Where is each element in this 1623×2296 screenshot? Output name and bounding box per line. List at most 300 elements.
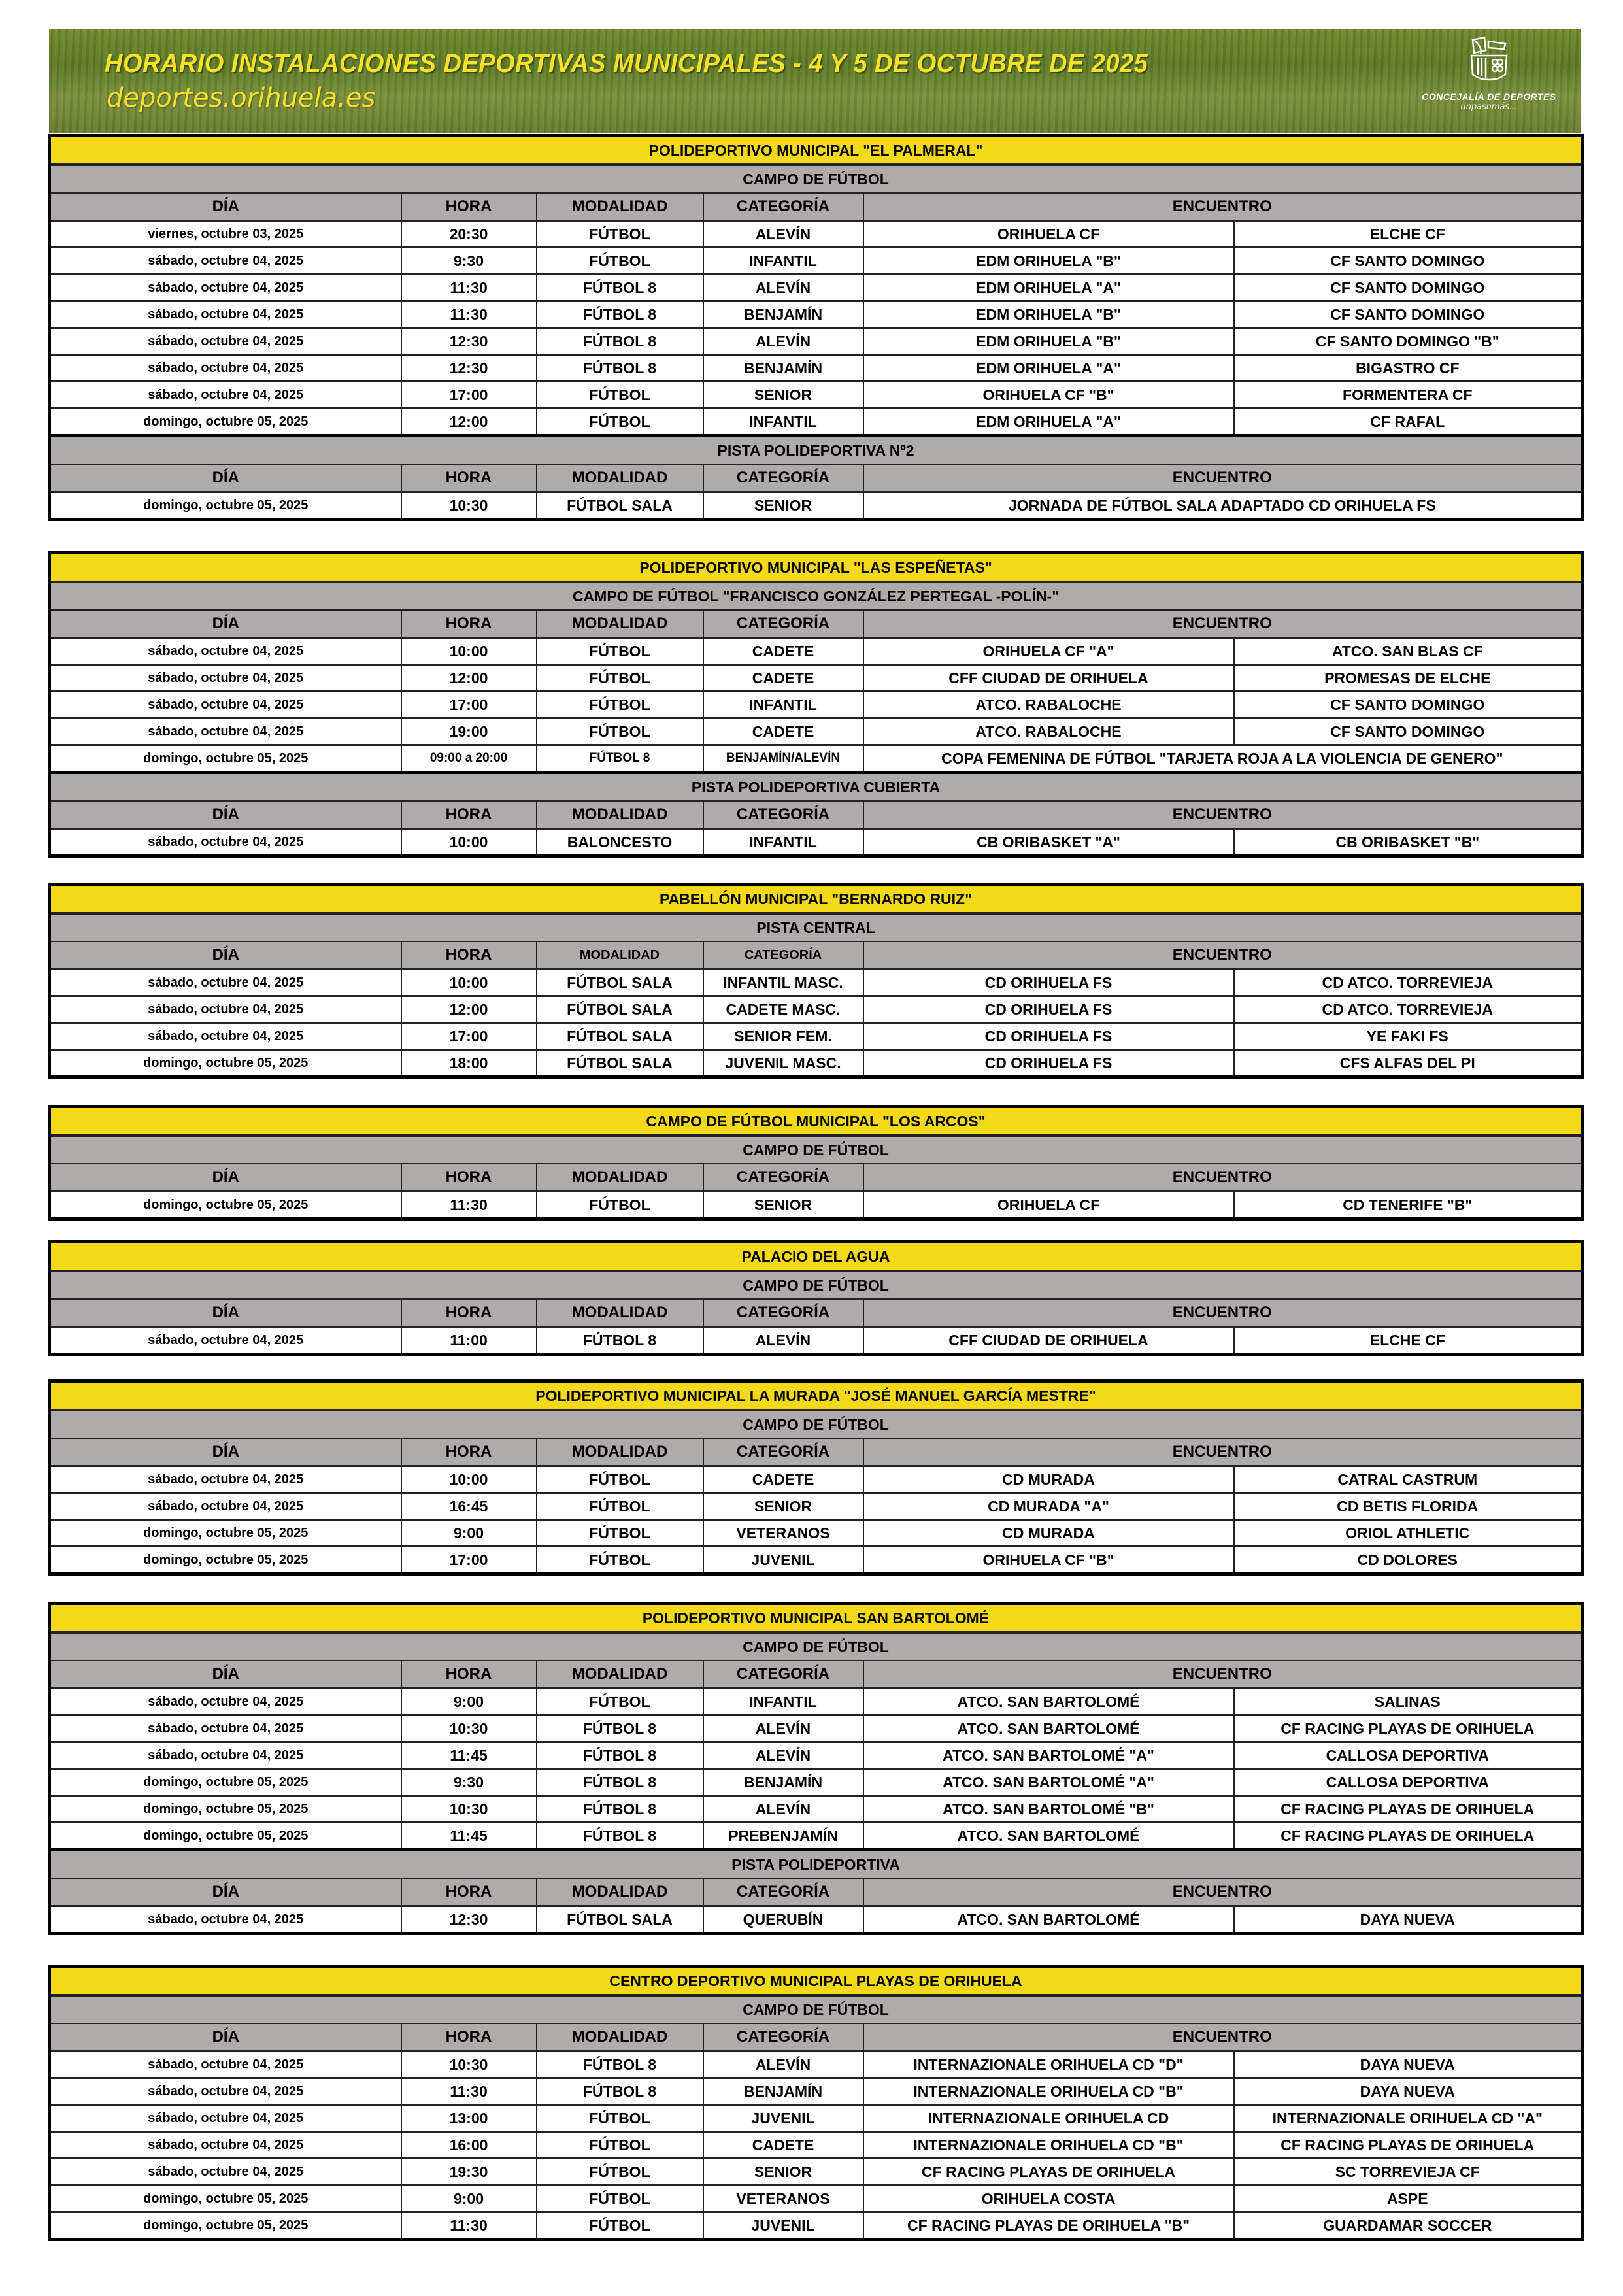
match-row xyxy=(50,248,1582,275)
category-column-header: CATEGORÍA xyxy=(703,1164,863,1192)
match-category: SENIOR xyxy=(703,1493,863,1520)
match-time: 17:00 xyxy=(401,1023,537,1050)
match-column-header: ENCUENTRO xyxy=(863,1878,1582,1906)
category-column-header: CATEGORÍA xyxy=(703,1299,863,1327)
match-row xyxy=(50,970,1582,996)
event-description: JORNADA DE FÚTBOL SALA ADAPTADO CD ORIHUELA FS xyxy=(863,492,1582,520)
match-sport: FÚTBOL xyxy=(537,2105,703,2132)
match-category: BENJAMÍN/ALEVÍN xyxy=(703,745,863,773)
match-sport: FÚTBOL 8 xyxy=(537,1715,703,1742)
match-column-header: ENCUENTRO xyxy=(863,1438,1582,1466)
time-column-header: HORA xyxy=(401,941,537,970)
sport-column-header: MODALIDAD xyxy=(537,1299,703,1327)
match-day: sábado, octubre 04, 2025 xyxy=(50,638,401,665)
home-team: ATCO. SAN BARTOLOMÉ "B" xyxy=(863,1796,1234,1823)
facility-name: CAMPO DE FÚTBOL xyxy=(50,165,1582,193)
match-row xyxy=(50,2105,1582,2132)
home-team: CFF CIUDAD DE ORIHUELA xyxy=(863,1327,1234,1355)
sport-column-header: MODALIDAD xyxy=(537,1438,703,1466)
match-row xyxy=(50,2051,1582,2078)
category-column-header: CATEGORÍA xyxy=(703,801,863,829)
home-team: EDM ORIHUELA "B" xyxy=(863,301,1234,328)
header-banner xyxy=(49,29,1581,133)
away-team: CALLOSA DEPORTIVA xyxy=(1234,1742,1582,1769)
match-row xyxy=(50,275,1582,301)
facility-row xyxy=(50,1632,1582,1661)
match-sport: FÚTBOL xyxy=(537,409,703,436)
match-day: sábado, octubre 04, 2025 xyxy=(50,275,401,301)
column-header-row xyxy=(50,941,1582,970)
away-team: CF RACING PLAYAS DE ORIHUELA xyxy=(1234,2132,1582,2159)
away-team: DAYA NUEVA xyxy=(1234,1906,1582,1934)
match-row xyxy=(50,1742,1582,1769)
match-category: JUVENIL xyxy=(703,2212,863,2240)
match-column-header: ENCUENTRO xyxy=(863,610,1582,638)
home-team: INTERNAZIONALE ORIHUELA CD "B" xyxy=(863,2078,1234,2105)
column-header-row xyxy=(50,193,1582,221)
match-sport: FÚTBOL xyxy=(537,221,703,248)
home-team: EDM ORIHUELA "B" xyxy=(863,248,1234,275)
home-team: ORIHUELA CF "A" xyxy=(863,638,1234,665)
away-team: SC TORREVIEJA CF xyxy=(1234,2159,1582,2186)
away-team: CATRAL CASTRUM xyxy=(1234,1466,1582,1493)
venue-title: PALACIO DEL AGUA xyxy=(50,1242,1582,1272)
facility-row xyxy=(50,165,1582,193)
match-row xyxy=(50,1520,1582,1547)
match-sport: FÚTBOL xyxy=(537,2132,703,2159)
match-time: 11:30 xyxy=(401,1192,537,1219)
match-row xyxy=(50,1023,1582,1050)
match-category: JUVENIL MASC. xyxy=(703,1050,863,1077)
match-sport: FÚTBOL SALA xyxy=(537,1906,703,1934)
facility-row xyxy=(50,1271,1582,1299)
venue-table-polideportivo-municipal-las-espenetas xyxy=(48,551,1584,858)
home-team: ATCO. SAN BARTOLOMÉ "A" xyxy=(863,1769,1234,1796)
home-team: CD ORIHUELA FS xyxy=(863,1050,1234,1077)
column-header-row xyxy=(50,801,1582,829)
facility-row xyxy=(50,1995,1582,2023)
away-team: CF RACING PLAYAS DE ORIHUELA xyxy=(1234,1823,1582,1850)
column-header-row xyxy=(50,1299,1582,1327)
home-team: ORIHUELA CF xyxy=(863,221,1234,248)
match-day: domingo, octubre 05, 2025 xyxy=(50,1769,401,1796)
facility-name: CAMPO DE FÚTBOL xyxy=(50,1632,1582,1661)
match-day: sábado, octubre 04, 2025 xyxy=(50,1466,401,1493)
time-column-header: HORA xyxy=(401,801,537,829)
day-column-header: DÍA xyxy=(50,2023,401,2051)
time-column-header: HORA xyxy=(401,1661,537,1689)
match-time: 10:00 xyxy=(401,829,537,856)
time-column-header: HORA xyxy=(401,1878,537,1906)
column-header-row xyxy=(50,1164,1582,1192)
match-sport: FÚTBOL 8 xyxy=(537,275,703,301)
match-day: sábado, octubre 04, 2025 xyxy=(50,1689,401,1715)
match-row xyxy=(50,492,1582,520)
match-time: 11:30 xyxy=(401,2078,537,2105)
away-team: ELCHE CF xyxy=(1234,1327,1582,1355)
sport-column-header: MODALIDAD xyxy=(537,1661,703,1689)
away-team: CD ATCO. TORREVIEJA xyxy=(1234,970,1582,996)
match-row xyxy=(50,301,1582,328)
match-row xyxy=(50,1689,1582,1715)
venue-table-polideportivo-municipal-san-bartolome xyxy=(48,1602,1584,1935)
match-row xyxy=(50,2132,1582,2159)
match-row xyxy=(50,665,1582,692)
home-team: CD ORIHUELA FS xyxy=(863,970,1234,996)
match-time: 17:00 xyxy=(401,1547,537,1574)
match-day: sábado, octubre 04, 2025 xyxy=(50,355,401,382)
away-team: CF RACING PLAYAS DE ORIHUELA xyxy=(1234,1796,1582,1823)
match-row xyxy=(50,2078,1582,2105)
match-day: domingo, octubre 05, 2025 xyxy=(50,745,401,773)
facility-name: CAMPO DE FÚTBOL xyxy=(50,1271,1582,1299)
time-column-header: HORA xyxy=(401,1438,537,1466)
away-team: CFS ALFAS DEL PI xyxy=(1234,1050,1582,1077)
website-link[interactable]: deportes.orihuela.es xyxy=(107,83,376,113)
venue-title: CENTRO DEPORTIVO MUNICIPAL PLAYAS DE ORIHUELA xyxy=(50,1967,1582,1996)
match-category: JUVENIL xyxy=(703,2105,863,2132)
match-row xyxy=(50,355,1582,382)
sport-column-header: MODALIDAD xyxy=(537,610,703,638)
match-sport: FÚTBOL 8 xyxy=(537,1769,703,1796)
home-team: CD MURADA "A" xyxy=(863,1493,1234,1520)
match-row xyxy=(50,2186,1582,2212)
match-day: sábado, octubre 04, 2025 xyxy=(50,1327,401,1355)
match-category: ALEVÍN xyxy=(703,221,863,248)
facility-name: CAMPO DE FÚTBOL xyxy=(50,1136,1582,1164)
match-category: BENJAMÍN xyxy=(703,1769,863,1796)
column-header-row xyxy=(50,464,1582,492)
match-category: INFANTIL MASC. xyxy=(703,970,863,996)
venue-title: POLIDEPORTIVO MUNICIPAL "LAS ESPEÑETAS" xyxy=(50,553,1582,582)
match-sport: FÚTBOL xyxy=(537,1547,703,1574)
day-column-header: DÍA xyxy=(50,1299,401,1327)
match-row xyxy=(50,2159,1582,2186)
match-row xyxy=(50,638,1582,665)
match-row xyxy=(50,409,1582,436)
match-day: sábado, octubre 04, 2025 xyxy=(50,328,401,355)
match-sport: FÚTBOL SALA xyxy=(537,1050,703,1077)
home-team: EDM ORIHUELA "A" xyxy=(863,275,1234,301)
match-sport: FÚTBOL xyxy=(537,1192,703,1219)
match-row xyxy=(50,1769,1582,1796)
match-time: 9:00 xyxy=(401,2186,537,2212)
match-time: 18:00 xyxy=(401,1050,537,1077)
time-column-header: HORA xyxy=(401,193,537,221)
home-team: ATCO. SAN BARTOLOMÉ xyxy=(863,1689,1234,1715)
match-sport: FÚTBOL xyxy=(537,718,703,745)
match-row xyxy=(50,718,1582,745)
facility-row xyxy=(50,582,1582,610)
match-sport: FÚTBOL 8 xyxy=(537,1823,703,1850)
match-category: SENIOR xyxy=(703,492,863,520)
match-sport: FÚTBOL 8 xyxy=(537,1327,703,1355)
venue-title-row xyxy=(50,1242,1582,1272)
match-category: ALEVÍN xyxy=(703,2051,863,2078)
category-column-header: CATEGORÍA xyxy=(703,464,863,492)
match-time: 12:30 xyxy=(401,328,537,355)
match-sport: FÚTBOL SALA xyxy=(537,970,703,996)
time-column-header: HORA xyxy=(401,2023,537,2051)
match-day: domingo, octubre 05, 2025 xyxy=(50,1192,401,1219)
venue-table-polideportivo-municipal-el-palmeral xyxy=(48,134,1584,521)
match-time: 10:30 xyxy=(401,492,537,520)
away-team: DAYA NUEVA xyxy=(1234,2051,1582,2078)
match-day: sábado, octubre 04, 2025 xyxy=(50,1023,401,1050)
category-column-header: CATEGORÍA xyxy=(703,1878,863,1906)
match-time: 19:00 xyxy=(401,718,537,745)
match-day: sábado, octubre 04, 2025 xyxy=(50,1742,401,1769)
match-time: 12:30 xyxy=(401,355,537,382)
away-team: CD TENERIFE "B" xyxy=(1234,1192,1582,1219)
match-time: 19:30 xyxy=(401,2159,537,2186)
home-team: CD ORIHUELA FS xyxy=(863,1023,1234,1050)
match-category: ALEVÍN xyxy=(703,275,863,301)
away-team: CD BETIS FLORIDA xyxy=(1234,1493,1582,1520)
category-column-header: CATEGORÍA xyxy=(703,2023,863,2051)
match-sport: FÚTBOL xyxy=(537,2186,703,2212)
match-time: 10:30 xyxy=(401,1796,537,1823)
match-day: sábado, octubre 04, 2025 xyxy=(50,692,401,718)
match-column-header: ENCUENTRO xyxy=(863,801,1582,829)
venue-title-row xyxy=(50,1107,1582,1136)
match-category: ALEVÍN xyxy=(703,1742,863,1769)
match-day: domingo, octubre 05, 2025 xyxy=(50,1547,401,1574)
match-time: 12:00 xyxy=(401,665,537,692)
facility-row xyxy=(50,1850,1582,1879)
sport-column-header: MODALIDAD xyxy=(537,193,703,221)
match-day: viernes, octubre 03, 2025 xyxy=(50,221,401,248)
match-row xyxy=(50,1493,1582,1520)
match-category: CADETE xyxy=(703,2132,863,2159)
column-header-row xyxy=(50,1661,1582,1689)
home-team: ATCO. RABALOCHE xyxy=(863,692,1234,718)
match-category: JUVENIL xyxy=(703,1547,863,1574)
match-time: 10:00 xyxy=(401,1466,537,1493)
day-column-header: DÍA xyxy=(50,1438,401,1466)
match-day: domingo, octubre 05, 2025 xyxy=(50,1823,401,1850)
match-day: sábado, octubre 04, 2025 xyxy=(50,829,401,856)
event-description: COPA FEMENINA DE FÚTBOL "TARJETA ROJA A LA VIOLENCIA DE GENERO" xyxy=(863,745,1582,773)
match-sport: FÚTBOL xyxy=(537,382,703,409)
match-row xyxy=(50,1823,1582,1850)
logo-text: CONCEJALÍA DE DEPORTES xyxy=(1422,92,1556,102)
home-team: EDM ORIHUELA "A" xyxy=(863,355,1234,382)
away-team: CF RACING PLAYAS DE ORIHUELA xyxy=(1234,1715,1582,1742)
away-team: CB ORIBASKET "B" xyxy=(1234,829,1582,856)
match-column-header: ENCUENTRO xyxy=(863,1164,1582,1192)
match-time: 10:30 xyxy=(401,2051,537,2078)
away-team: FORMENTERA CF xyxy=(1234,382,1582,409)
away-team: CD ATCO. TORREVIEJA xyxy=(1234,996,1582,1023)
match-day: domingo, octubre 05, 2025 xyxy=(50,2186,401,2212)
home-team: CF RACING PLAYAS DE ORIHUELA xyxy=(863,2159,1234,2186)
match-category: INFANTIL xyxy=(703,829,863,856)
match-category: INFANTIL xyxy=(703,409,863,436)
home-team: EDM ORIHUELA "A" xyxy=(863,409,1234,436)
away-team: SALINAS xyxy=(1234,1689,1582,1715)
venue-title-row xyxy=(50,1604,1582,1633)
match-category: INFANTIL xyxy=(703,1689,863,1715)
home-team: ORIHUELA CF xyxy=(863,1192,1234,1219)
match-time: 9:30 xyxy=(401,1769,537,1796)
match-category: ALEVÍN xyxy=(703,1715,863,1742)
match-sport: FÚTBOL xyxy=(537,1493,703,1520)
match-row xyxy=(50,221,1582,248)
match-category: VETERANOS xyxy=(703,2186,863,2212)
away-team: INTERNAZIONALE ORIHUELA CD "A" xyxy=(1234,2105,1582,2132)
match-sport: FÚTBOL 8 xyxy=(537,1796,703,1823)
sport-column-header: MODALIDAD xyxy=(537,941,703,970)
match-category: BENJAMÍN xyxy=(703,301,863,328)
match-time: 10:00 xyxy=(401,970,537,996)
match-category: INFANTIL xyxy=(703,692,863,718)
match-column-header: ENCUENTRO xyxy=(863,2023,1582,2051)
match-sport: FÚTBOL xyxy=(537,1466,703,1493)
match-row xyxy=(50,829,1582,856)
facility-name: CAMPO DE FÚTBOL "FRANCISCO GONZÁLEZ PERTEGAL -POLÍN-" xyxy=(50,582,1582,610)
match-time: 17:00 xyxy=(401,382,537,409)
match-sport: FÚTBOL 8 xyxy=(537,745,703,773)
venue-title: POLIDEPORTIVO MUNICIPAL SAN BARTOLOMÉ xyxy=(50,1604,1582,1633)
match-time: 11:45 xyxy=(401,1823,537,1850)
match-day: sábado, octubre 04, 2025 xyxy=(50,996,401,1023)
home-team: ORIHUELA CF "B" xyxy=(863,382,1234,409)
venue-title-row xyxy=(50,1967,1582,1996)
match-time: 09:00 a 20:00 xyxy=(401,745,537,773)
match-day: sábado, octubre 04, 2025 xyxy=(50,2078,401,2105)
match-category: SENIOR xyxy=(703,382,863,409)
facility-name: CAMPO DE FÚTBOL xyxy=(50,1995,1582,2023)
match-time: 11:00 xyxy=(401,1327,537,1355)
match-sport: FÚTBOL xyxy=(537,248,703,275)
venue-title: POLIDEPORTIVO MUNICIPAL "EL PALMERAL" xyxy=(50,136,1582,165)
venue-title-row xyxy=(50,553,1582,582)
match-day: sábado, octubre 04, 2025 xyxy=(50,382,401,409)
away-team: PROMESAS DE ELCHE xyxy=(1234,665,1582,692)
home-team: INTERNAZIONALE ORIHUELA CD xyxy=(863,2105,1234,2132)
match-column-header: ENCUENTRO xyxy=(863,1299,1582,1327)
match-column-header: ENCUENTRO xyxy=(863,193,1582,221)
match-sport: FÚTBOL SALA xyxy=(537,1023,703,1050)
away-team: CF SANTO DOMINGO xyxy=(1234,301,1582,328)
away-team: CF RAFAL xyxy=(1234,409,1582,436)
away-team: CF SANTO DOMINGO xyxy=(1234,718,1582,745)
match-category: CADETE MASC. xyxy=(703,996,863,1023)
time-column-header: HORA xyxy=(401,610,537,638)
concejalia-logo xyxy=(1411,35,1567,126)
time-column-header: HORA xyxy=(401,464,537,492)
match-row xyxy=(50,745,1582,773)
match-category: CADETE xyxy=(703,1466,863,1493)
match-day: domingo, octubre 05, 2025 xyxy=(50,2212,401,2240)
match-category: QUERUBÍN xyxy=(703,1906,863,1934)
away-team: CF SANTO DOMINGO xyxy=(1234,692,1582,718)
home-team: ORIHUELA COSTA xyxy=(863,2186,1234,2212)
day-column-header: DÍA xyxy=(50,1661,401,1689)
venue-title: CAMPO DE FÚTBOL MUNICIPAL "LOS ARCOS" xyxy=(50,1107,1582,1136)
match-time: 10:00 xyxy=(401,638,537,665)
away-team: CF SANTO DOMINGO xyxy=(1234,248,1582,275)
away-team: CF SANTO DOMINGO xyxy=(1234,275,1582,301)
match-row xyxy=(50,1715,1582,1742)
day-column-header: DÍA xyxy=(50,610,401,638)
match-day: domingo, octubre 05, 2025 xyxy=(50,1520,401,1547)
category-column-header: CATEGORÍA xyxy=(703,1661,863,1689)
column-header-row xyxy=(50,610,1582,638)
sport-column-header: MODALIDAD xyxy=(537,2023,703,2051)
match-time: 9:00 xyxy=(401,1689,537,1715)
venue-title-row xyxy=(50,136,1582,165)
column-header-row xyxy=(50,2023,1582,2051)
match-sport: FÚTBOL xyxy=(537,692,703,718)
match-day: sábado, octubre 04, 2025 xyxy=(50,718,401,745)
match-row xyxy=(50,996,1582,1023)
match-row xyxy=(50,1050,1582,1077)
match-category: VETERANOS xyxy=(703,1520,863,1547)
match-category: CADETE xyxy=(703,718,863,745)
match-sport: FÚTBOL 8 xyxy=(537,2051,703,2078)
category-column-header: CATEGORÍA xyxy=(703,610,863,638)
match-sport: FÚTBOL 8 xyxy=(537,2078,703,2105)
day-column-header: DÍA xyxy=(50,801,401,829)
away-team: CF SANTO DOMINGO "B" xyxy=(1234,328,1582,355)
match-row xyxy=(50,2212,1582,2240)
match-row xyxy=(50,328,1582,355)
away-team: BIGASTRO CF xyxy=(1234,355,1582,382)
match-time: 16:00 xyxy=(401,2132,537,2159)
home-team: ORIHUELA CF "B" xyxy=(863,1547,1234,1574)
sport-column-header: MODALIDAD xyxy=(537,1164,703,1192)
match-sport: BALONCESTO xyxy=(537,829,703,856)
venue-table-pabellon-municipal-bernardo-ruiz xyxy=(48,883,1584,1079)
match-sport: FÚTBOL SALA xyxy=(537,996,703,1023)
facility-name: PISTA POLIDEPORTIVA xyxy=(50,1850,1582,1879)
match-day: sábado, octubre 04, 2025 xyxy=(50,665,401,692)
time-column-header: HORA xyxy=(401,1299,537,1327)
home-team: CFF CIUDAD DE ORIHUELA xyxy=(863,665,1234,692)
match-sport: FÚTBOL xyxy=(537,1689,703,1715)
match-sport: FÚTBOL SALA xyxy=(537,492,703,520)
home-team: CD MURADA xyxy=(863,1520,1234,1547)
venue-table-centro-deportivo-municipal-playas-de-orihuela xyxy=(48,1965,1584,2241)
match-day: domingo, octubre 05, 2025 xyxy=(50,1050,401,1077)
day-column-header: DÍA xyxy=(50,1878,401,1906)
match-time: 12:00 xyxy=(401,409,537,436)
away-team: YE FAKI FS xyxy=(1234,1023,1582,1050)
away-team: GUARDAMAR SOCCER xyxy=(1234,2212,1582,2240)
facility-row xyxy=(50,1410,1582,1438)
match-sport: FÚTBOL xyxy=(537,1520,703,1547)
match-row xyxy=(50,382,1582,409)
match-row xyxy=(50,1906,1582,1934)
sport-column-header: MODALIDAD xyxy=(537,801,703,829)
facility-row xyxy=(50,436,1582,465)
home-team: CD ORIHUELA FS xyxy=(863,996,1234,1023)
match-day: sábado, octubre 04, 2025 xyxy=(50,2159,401,2186)
match-day: domingo, octubre 05, 2025 xyxy=(50,1796,401,1823)
match-time: 11:30 xyxy=(401,2212,537,2240)
match-day: sábado, octubre 04, 2025 xyxy=(50,2105,401,2132)
match-row xyxy=(50,1547,1582,1574)
match-row xyxy=(50,1796,1582,1823)
match-day: domingo, octubre 05, 2025 xyxy=(50,409,401,436)
column-header-row xyxy=(50,1438,1582,1466)
facility-name: PISTA POLIDEPORTIVA CUBIERTA xyxy=(50,773,1582,802)
home-team: ATCO. RABALOCHE xyxy=(863,718,1234,745)
match-category: PREBENJAMÍN xyxy=(703,1823,863,1850)
match-day: sábado, octubre 04, 2025 xyxy=(50,1715,401,1742)
